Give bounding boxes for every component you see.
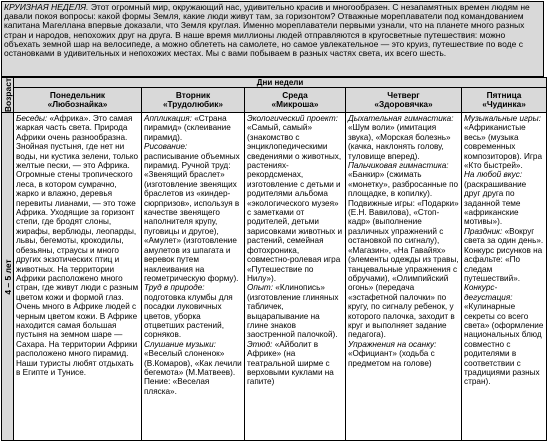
activity-text: «Официант» (ходьба с предметом на голове) bbox=[348, 349, 435, 368]
activity-text: «Клинопись» (изготовление глиняных табличек, выцарапывание на глине знаков заостренной палочкой). bbox=[247, 283, 339, 340]
intro-text: Этот огромный мир, окружающий нас, удивительно красив и многообразен. С незапамятных времен людям не давали покоя вопросы: какой формы Земля, какие люди живут там, за горизонтом? Отважные мореплаватели под командованием капитана Магеллана впервые доказали, что Земля круглая. Именно мореплаватели первыми узнали, что на планете много разных стран и народов, непохожих друг на друга. В наше время миллионы людей отправляются в кругосветные путешествия: можно объехать земной шар на велосипеде, а можно облететь на самолете, но самое увлекательное — это круиз, путешествие по воде с остановками в удивительных и непохожих местах. Мы с вами побываем в разных частях света, их всего шесть. bbox=[4, 2, 530, 59]
tuesday-activities bbox=[142, 113, 245, 441]
activity-label: Аппликация: bbox=[144, 114, 192, 123]
day-theme: «Любознайка» bbox=[47, 99, 108, 109]
day-theme: «Чудинка» bbox=[482, 99, 526, 109]
activity-label: Опыт: bbox=[247, 283, 273, 293]
activity-label: Музыкальные игры: bbox=[464, 114, 541, 123]
activity-label: Труд в природе: bbox=[144, 283, 205, 293]
activity-text: «Шум воли» (имитация звука), «Морская болезнь» (качка, наклонять голову, туловище вперед). bbox=[348, 123, 451, 161]
schedule-table bbox=[1, 77, 547, 441]
day-header-wednesday bbox=[245, 88, 346, 113]
day-name: Четверг bbox=[387, 89, 420, 100]
activity-text: «Веселый слоненок» (В.Комаров), «Как лечили бегемота» (М.Матвеев). Пение: «Веселая пляска». bbox=[144, 349, 242, 396]
activity-text: подготовка клумбы для посадки луковичных цветов, уборка отцветших растений, сорняков. bbox=[144, 292, 233, 340]
activity-label: На любой вкус: bbox=[464, 170, 523, 180]
activity-text: «Страна пирамид» (склеивание пирамид). bbox=[144, 114, 231, 142]
activity-label: Конкурс-дегустация: bbox=[464, 283, 513, 302]
day-name: Вторник bbox=[175, 89, 211, 100]
activity-label: Дыхательная гимнастика: bbox=[348, 114, 454, 123]
activity-text: «Вокруг света за один день». Конкурс рисунков на асфальте: «По следам путешествий». bbox=[464, 226, 544, 283]
day-header-thursday bbox=[346, 88, 462, 113]
day-header-friday bbox=[462, 88, 547, 113]
monday-activities bbox=[14, 113, 142, 441]
page bbox=[1, 1, 546, 441]
day-theme: «Микроша» bbox=[271, 99, 319, 109]
day-name: Пятница bbox=[486, 89, 522, 100]
age-value: 4 – 5 лет bbox=[2, 258, 13, 295]
day-theme: «Трудолюбик» bbox=[162, 99, 224, 109]
day-header-tuesday bbox=[142, 88, 245, 113]
day-name: Среда bbox=[282, 89, 308, 100]
activity-text: «Африка». Это самая жаркая часть света. Природа Африки очень разнообразна. Знойная пустыня, где нет ни воды, ни кустика зелени, только желтые пески, — это Африка. Огромные стены тропического леса, в котором сумрачно, жарко и влажно, деревья перевиты лианами, — это тоже Африка. Уходящие за горизонт степи, где бродят слоны, жирафы, верблюды, леопарды, львы, бегемоты, крокодилы, обезьяны, страусы и много других экзотических птиц и животных. На территории Африки расположено много стран, где живут люди с разным цветом кожи и формой глаз. Очень много в Африке людей с черным цветом кожи. В Африке находится самая большая пустыня на земном шаре — Сахара. На территории Африки расположено много пирамид. Наши туристы любят отдыхать в Египте и Тунисе. bbox=[16, 114, 139, 377]
activity-text: (раскрашивание друг друга по заданной теме «африканские мотивы»). bbox=[464, 179, 527, 227]
activity-label: Слушание музыки: bbox=[144, 339, 216, 349]
days-header: Дни недели bbox=[14, 78, 547, 88]
activity-label: Рисование: bbox=[144, 142, 188, 152]
activity-label: Праздник: bbox=[464, 226, 503, 236]
age-header-cell bbox=[2, 78, 14, 113]
day-header-monday bbox=[14, 88, 142, 113]
day-name: Понедельник bbox=[49, 89, 106, 100]
activity-text: «Банкир» (сжимать «монетку», разбросанные по площадке, в копилку). Подвижные игры: «Подарки» (Е.Н. Вавилова), «Стоп-кадр» (выполнение различных упражнений с остановкой по сигналу), «Магазин», «На Гавайях» (элементы одежды из травы, танцевальные упражнения с обручами), «Олимпийский огонь» (передача «эстафетной палочки» по кругу, по сигналу ребенок, у которого палочка, заходит в круг и выполняет задание педагога). bbox=[348, 170, 459, 340]
friday-activities bbox=[462, 113, 547, 441]
activity-text: «Айболит в Африке» (на театральной ширме с верховыми куклами на гапите) bbox=[247, 339, 334, 387]
intro-title: КРУИЗНАЯ НЕДЕЛЯ. bbox=[4, 2, 89, 12]
activity-label: Пальчиковая гимнастика: bbox=[348, 161, 449, 171]
activity-label: Экологический проект: bbox=[247, 114, 338, 123]
intro-block bbox=[1, 1, 544, 77]
age-header: Возраст bbox=[2, 77, 13, 113]
thursday-activities bbox=[346, 113, 462, 441]
activity-text: «Кулинарные секреты со всего света» (оформление национальных блюд совместно с родителями в соответствии с традициями разных стран). bbox=[464, 302, 544, 387]
activity-text: расписывание объемных пирамид. Ручной труд: «Звенящий браслет» (изготовление звенящих браслетов из «киндер-сюрпризов», используя в качестве звенящего наполнителя крупу, пуговицы и другое), «Амулет» (изготовление амулетов из шпагата и веревок путем наклеивания на геометрическую форму). bbox=[144, 151, 240, 283]
activity-label: Этюд: bbox=[247, 339, 273, 349]
age-value-cell bbox=[2, 113, 14, 441]
day-theme: «Здоровячка» bbox=[374, 99, 433, 109]
activity-text: «Самый, самый» (знакомство с энциклопедическими сведениями о животных, растениях-рекордсменах, изготовление с детьми и родителями альбома «экологического музея» с заметками от родителей, детьми зарисовками животных и растений, семейная фотохроника, совместно-ролевая игра «Путешествие по Нилу»). bbox=[247, 123, 343, 283]
wednesday-activities bbox=[245, 113, 346, 441]
activity-text: «Африканистые весь» (музыка современных композиторов). Игра «Кто быстрей». bbox=[464, 123, 543, 171]
activity-label: Беседы: bbox=[16, 114, 48, 123]
activity-label: Упражнения на осанку: bbox=[348, 339, 437, 349]
